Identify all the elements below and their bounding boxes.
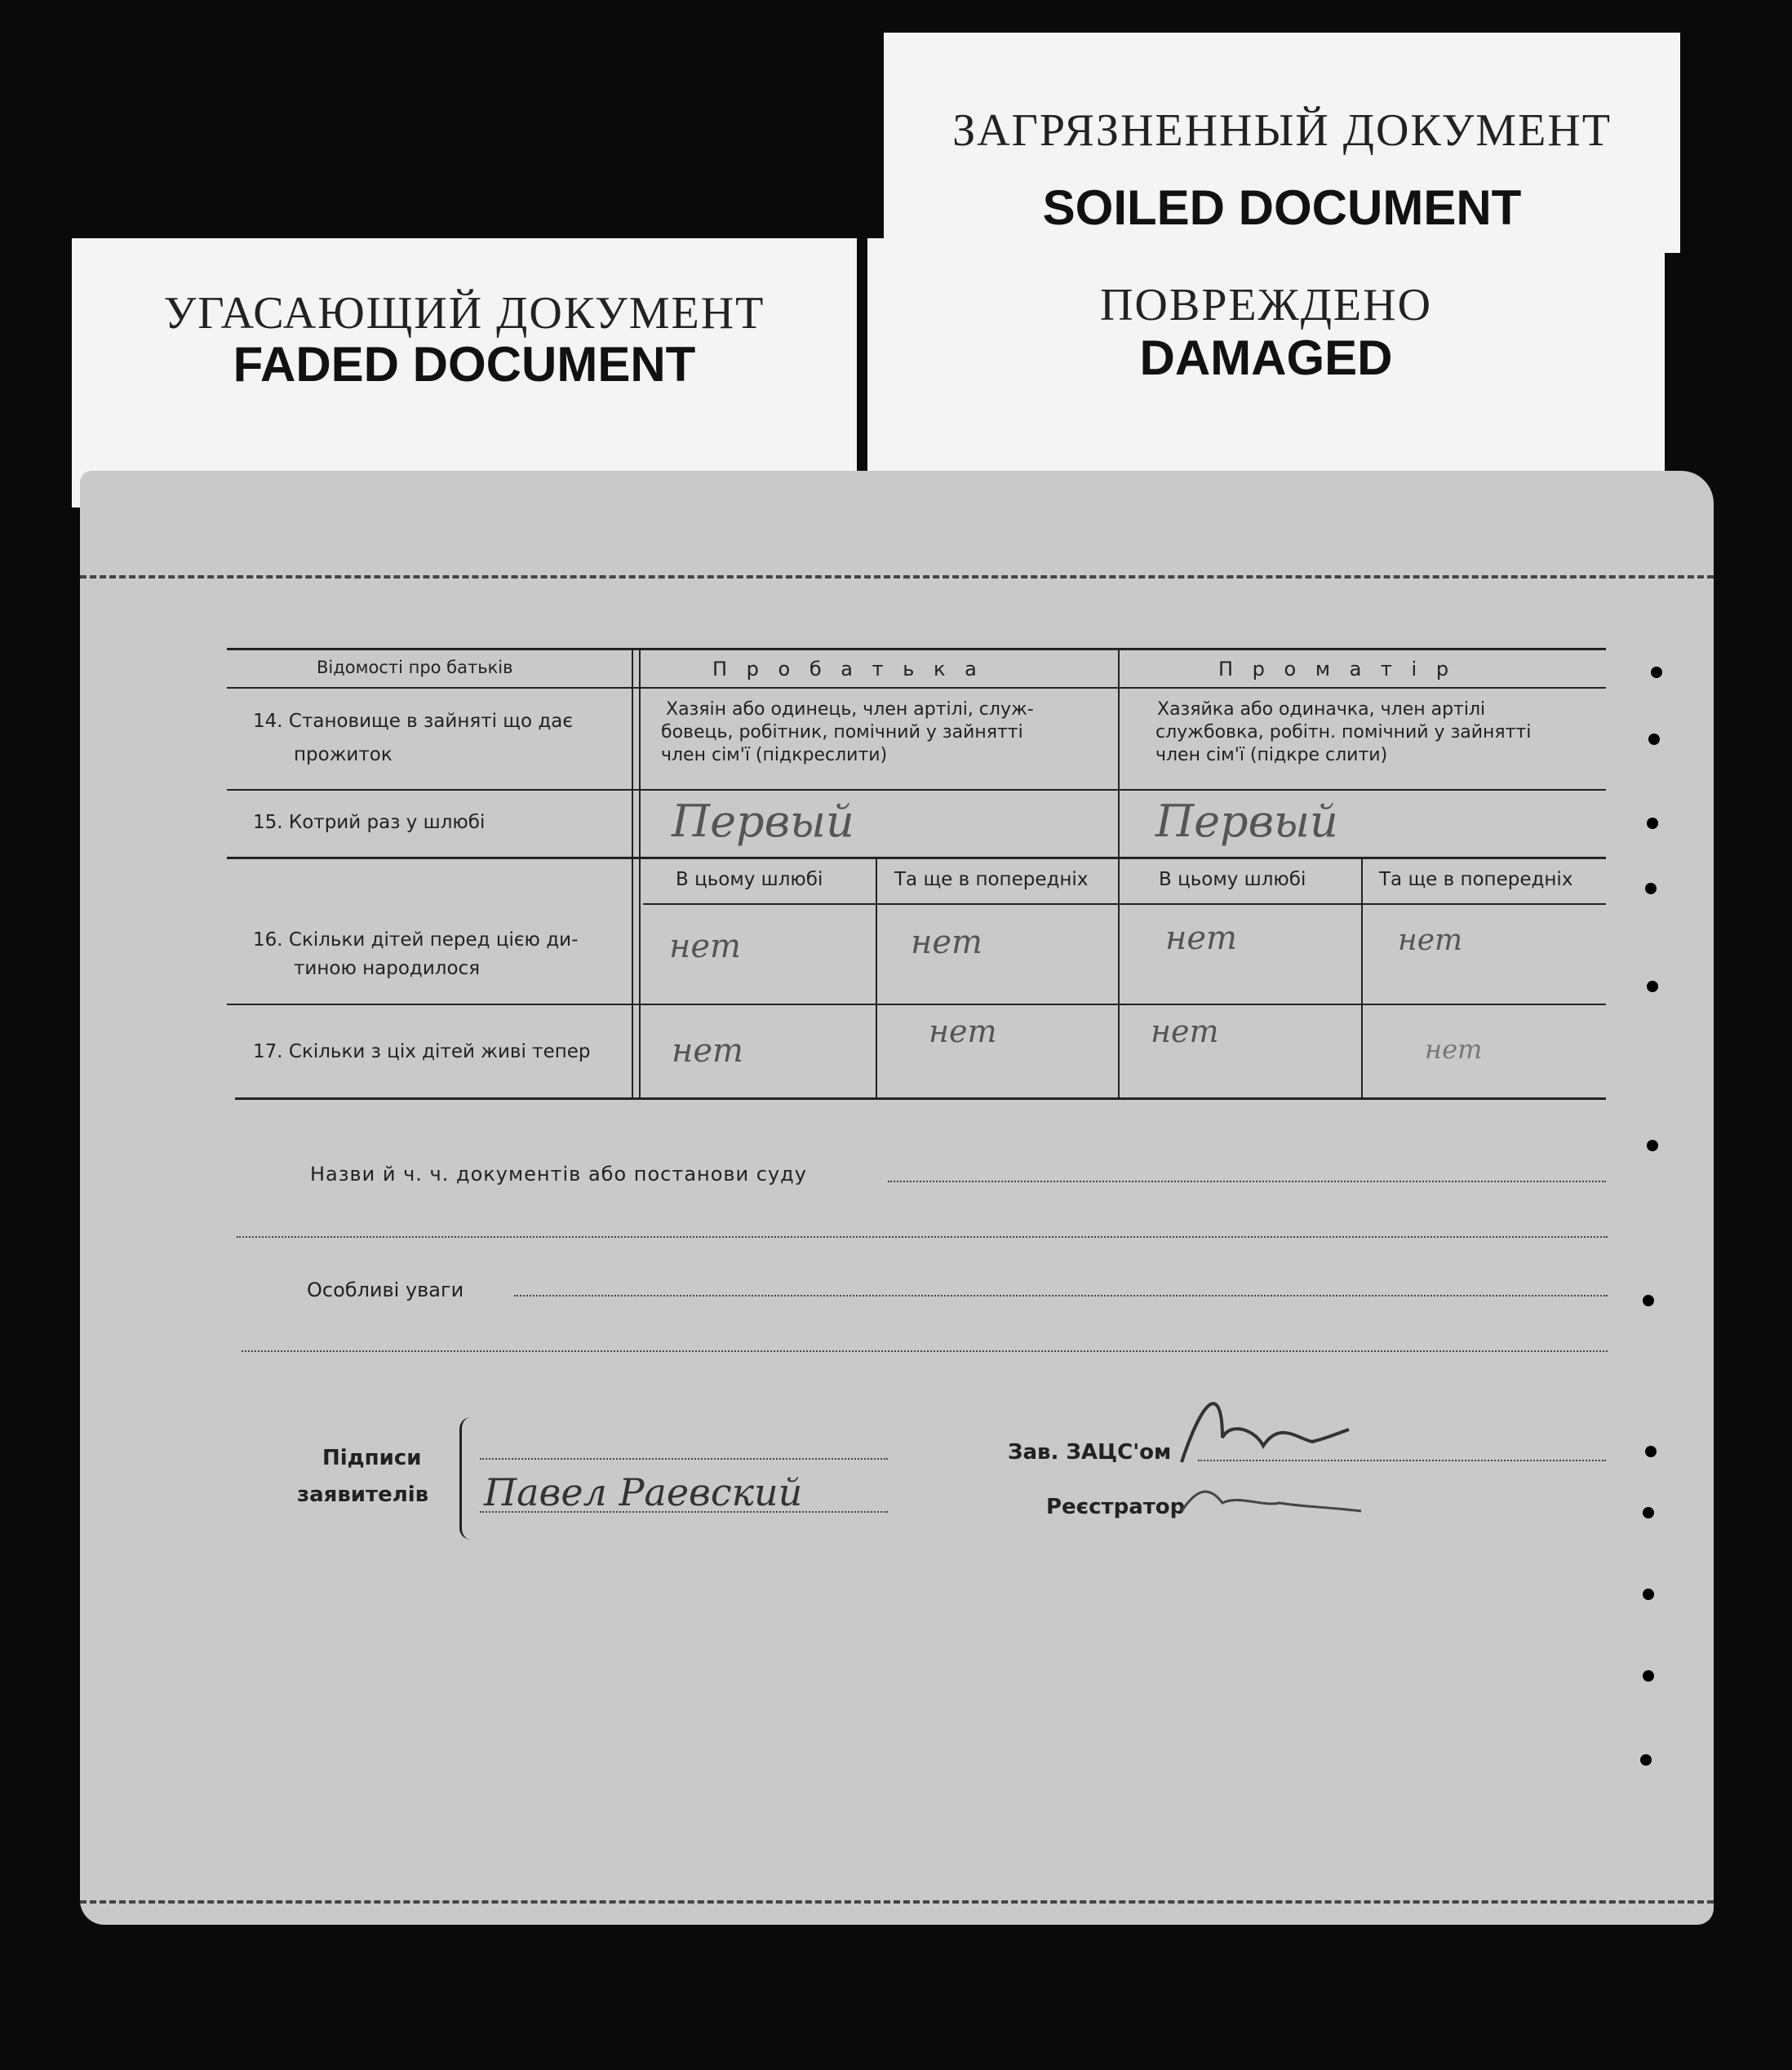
subheader-mother-this-marriage: В цьому шлюбі [1159,869,1306,890]
registry-signatures-scribble [1173,1372,1451,1544]
col-divider-2 [876,857,877,1097]
row17-label: 17. Скільки з ціх дітей живі тепер [253,1041,591,1062]
header-col-mother: П р о м а т і р [1218,658,1456,680]
perforation-top [80,575,1714,578]
table-bottom-border [235,1097,1606,1100]
faded-document-label [72,238,857,508]
row14-label-line1: 14. Становище в зайняті що дає [253,711,573,732]
binding-hole [1647,981,1658,992]
row16-mother-previous: нет [1398,924,1463,957]
binding-hole [1651,667,1662,678]
binding-hole [1643,1589,1654,1600]
row14-father-line2: бовець, робітник, помічний у зайнятті [661,722,1023,742]
documents-line-2 [237,1236,1608,1238]
col-divider-1b [639,648,641,1097]
row16-label-line1: 16. Скільки дітей перед цією ди- [253,929,579,951]
applicant-signature: Павел Раевский [484,1470,803,1514]
signatures-brace [459,1417,478,1540]
header-divider [227,687,1606,689]
faded-label-ru: УГАСАЮЩИЙ ДОКУМЕНТ [163,288,765,339]
row16-father-previous: нет [911,924,982,961]
row17-father-previous: нет [929,1013,997,1049]
row17-mother-previous: нет [1425,1034,1483,1065]
subheader-father-previous: Та ще в попередніх [894,869,1089,890]
remarks-line-2 [242,1350,1608,1352]
signatures-label-line2: заявителів [297,1483,429,1507]
damaged-label-en: DAMAGED [1139,330,1393,385]
remarks-line-1 [514,1295,1608,1297]
row14-mother-line2: службовка, робітн. помічний у зайнятті [1155,722,1532,742]
remarks-label: Особливі уваги [307,1279,464,1301]
soiled-label-ru: ЗАГРЯЗНЕННЫЙ ДОКУМЕНТ [952,105,1612,156]
binding-hole [1643,1507,1654,1518]
registration-form-sheet [80,471,1714,1925]
head-of-registry-label: Зав. ЗАЦС'ом [1008,1440,1172,1465]
row14-mother-line1: Хазяйка або одиначка, член артілі [1157,699,1486,720]
damaged-label-ru: ПОВРЕЖДЕНО [1099,280,1433,330]
row15-label: 15. Котрий раз у шлюбі [253,812,486,833]
perforation-bottom [80,1900,1714,1904]
documents-label: Назви й ч. ч. документів або постанови суду [310,1163,807,1186]
col-divider-3 [1118,648,1120,1097]
row14-label-line2: прожиток [294,744,393,765]
binding-hole [1647,818,1658,829]
row14-divider [227,789,1606,791]
row15-father-value: Первый [672,796,854,847]
row16-divider [227,1004,1606,1005]
binding-hole [1643,1670,1654,1682]
binding-hole [1648,734,1660,745]
row14-mother-line3: член сім'ї (підкре слити) [1155,745,1388,765]
row15-divider [227,857,1606,859]
soiled-document-label [884,33,1680,253]
row15-mother-value: Первый [1155,796,1338,847]
binding-hole [1645,883,1657,894]
faded-label-en: FADED DOCUMENT [233,337,696,392]
row17-mother-this: нет [1151,1013,1219,1049]
col-divider-1 [632,648,633,1097]
binding-hole [1645,1446,1657,1457]
row16-label-line2: тиною народилося [294,958,481,979]
table-top-border [227,648,1606,650]
subheader-father-this-marriage: В цьому шлюбі [676,869,823,890]
row17-father-this: нет [672,1032,743,1070]
row16-mother-this: нет [1165,920,1237,957]
registrar-label: Реєстратор [1046,1495,1186,1519]
header-col-father: П р о б а т ь к а [712,658,983,680]
row14-father-line1: Хазяін або одинець, член артілі, служ- [666,699,1034,720]
damaged-document-label [867,238,1665,508]
binding-hole [1647,1140,1658,1151]
documents-line-1 [888,1181,1606,1182]
applicant-signature-line-1 [480,1458,888,1460]
col-divider-4 [1361,857,1363,1097]
binding-hole [1643,1295,1654,1306]
soiled-label-en: SOILED DOCUMENT [1042,180,1522,235]
binding-hole [1640,1754,1652,1766]
subheader-divider [643,903,1606,905]
signatures-label-line1: Підписи [322,1446,422,1470]
row16-father-this: нет [669,928,741,965]
header-col-parents: Відомості про батьків [317,658,513,677]
row14-father-line3: член сім'ї (підкреслити) [661,745,888,765]
subheader-mother-previous: Та ще в попередніх [1379,869,1573,890]
